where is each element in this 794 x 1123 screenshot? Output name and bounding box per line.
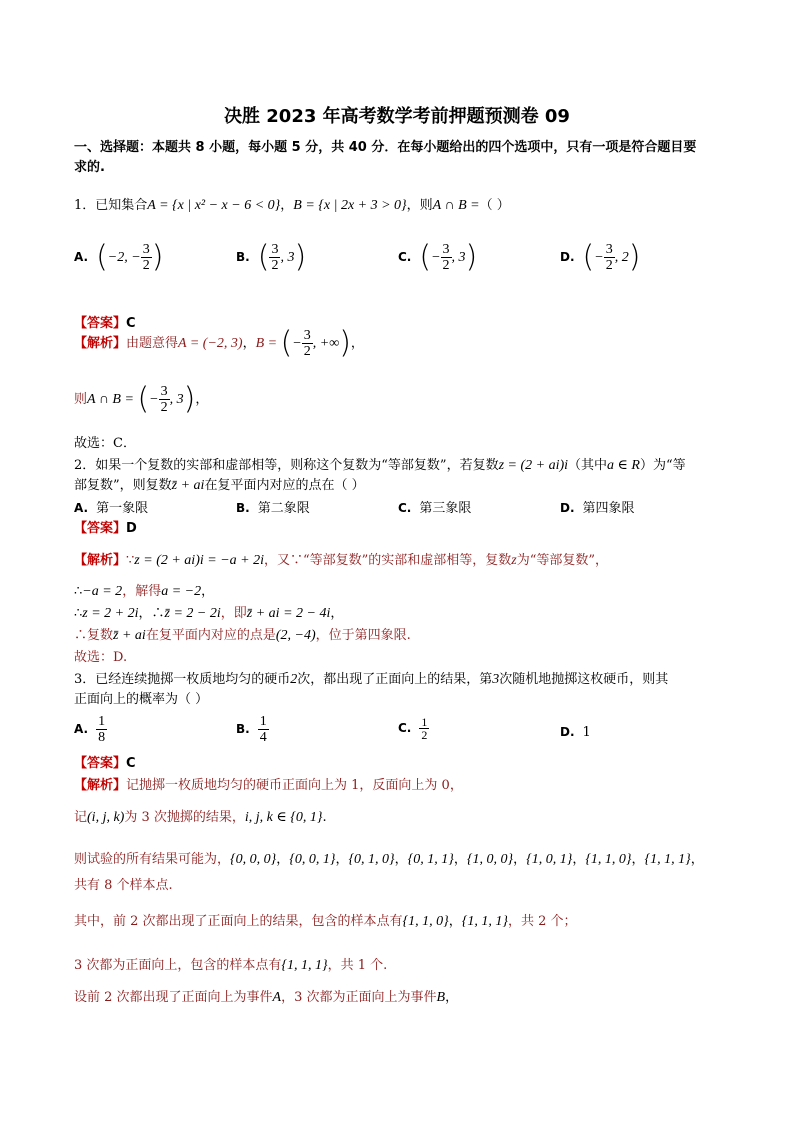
q2-option-a: A. 第一象限	[74, 501, 149, 516]
q3-option-b: B. $\frac{1}{4}$	[236, 714, 267, 745]
q2-conclusion: 故选：D.	[74, 650, 128, 665]
q1-blank: （ ）	[479, 198, 510, 213]
q3-analysis-3: 则试验的所有结果可能为，{0, 0, 0}，{0, 0, 1}，{0, 1, 0}，{0, 1, 1}，{1, 0, 0}，{1, 0, 1}，{1, 1, 0}，{1, 1, 1}，	[74, 852, 704, 867]
q1-option-d: D. (− $\frac{3}{2}$ , 2)	[560, 239, 641, 275]
q1-option-a: A. (−2, − $\frac{3}{2}$ )	[74, 239, 164, 275]
q1-set-a: A = {x | x² − x − 6 < 0}	[147, 198, 281, 213]
q2-analysis-3: ∴z = 2 + 2i，∴z̄ = 2 − 2i，即z̄ + ai = 2 − 4i，	[74, 606, 344, 621]
q1-intersect: A ∩ B =	[432, 198, 480, 213]
section-heading-cont: 求的.	[74, 160, 105, 175]
section-heading: 一、选择题：本题共 8 小题，每小题 5 分，共 40 分．在每小题给出的四个选项中，只有一项是符合题目要	[74, 140, 697, 155]
q3-answer: 【答案】C	[74, 756, 136, 771]
q2-stem-1: 2．如果一个复数的实部和虚部相等，则称这个复数为“等部复数”，若复数z = (2 + ai)i（其中a ∈ R）为“等	[74, 458, 686, 473]
q3-analysis-6: 3 次都为正面向上，包含的样本点有{1, 1, 1}，共 1 个.	[74, 958, 388, 973]
q1-option-c: C. (− $\frac{3}{2}$ , 3)	[398, 239, 478, 275]
q2-analysis-2: ∴−a = 2，解得a = −2，	[74, 584, 215, 599]
q3-analysis-4: 共有 8 个样本点.	[74, 878, 173, 893]
q1-stem-b: ，则	[406, 198, 433, 213]
q3-option-c: C. $\frac{1}{2}$	[398, 715, 428, 742]
q1-conclusion: 故选：C．	[74, 436, 136, 451]
q2-option-d: D. 第四象限	[560, 501, 635, 516]
q2-stem-2: 部复数”，则复数z̄ + ai在复平面内对应的点在（ ）	[74, 478, 365, 493]
q2-analysis-4: ∴复数z̄ + ai在复平面内对应的点是(2, −4)，位于第四象限.	[74, 628, 411, 643]
q2-analysis-1: 【解析】∵z = (2 + ai)i = −a + 2i，又∵“等部复数”的实部和虚部相等，复数z为“等部复数”，	[74, 553, 609, 568]
q3-analysis-5: 其中，前 2 次都出现了正面向上的结果，包含的样本点有{1, 1, 0}，{1, 1, 1}，共 2 个；	[74, 914, 577, 929]
q3-stem-2: 正面向上的概率为（ ）	[74, 692, 209, 707]
q1-sep: ，	[280, 198, 294, 213]
q1-option-b: B. ( $\frac{3}{2}$ , 3)	[236, 239, 307, 275]
q1-set-b: B = {x | 2x + 3 > 0}	[293, 198, 407, 213]
q1-stem-a: 1．已知集合	[74, 198, 148, 213]
q2-option-c: C. 第三象限	[398, 501, 472, 516]
q1-stem	[74, 196, 510, 216]
q3-option-a: A. $\frac{1}{8}$	[74, 714, 106, 745]
q1-analysis-line1: 【解析】由题意得A = (−2, 3)，B = (− $\frac{3}{2}$ , +∞)，	[74, 325, 364, 361]
q2-option-b: B. 第二象限	[236, 501, 310, 516]
q3-stem-1: 3．已经连续抛掷一枚质地均匀的硬币2次，都出现了正面向上的结果，第3次随机地抛掷这枚硬币，则其	[74, 672, 669, 687]
q3-analysis-7: 设前 2 次都出现了正面向上为事件A，3 次都为正面向上为事件B，	[74, 990, 459, 1005]
q1-analysis-line2: 则A ∩ B = (− $\frac{3}{2}$ , 3)，	[74, 381, 209, 417]
q3-option-d: D. 1	[560, 725, 591, 740]
q3-analysis-2: 记(i, j, k)为 3 次抛掷的结果，i, j, k ∈ {0, 1}.	[74, 810, 327, 825]
q2-answer: 【答案】D	[74, 521, 137, 536]
q1-answer: 【答案】C	[74, 316, 136, 331]
page-title: 决胜 2023 年高考数学考前押题预测卷 09	[224, 106, 570, 127]
q3-analysis-1: 【解析】记抛掷一枚质地均匀的硬币正面向上为 1，反面向上为 0，	[74, 778, 463, 793]
